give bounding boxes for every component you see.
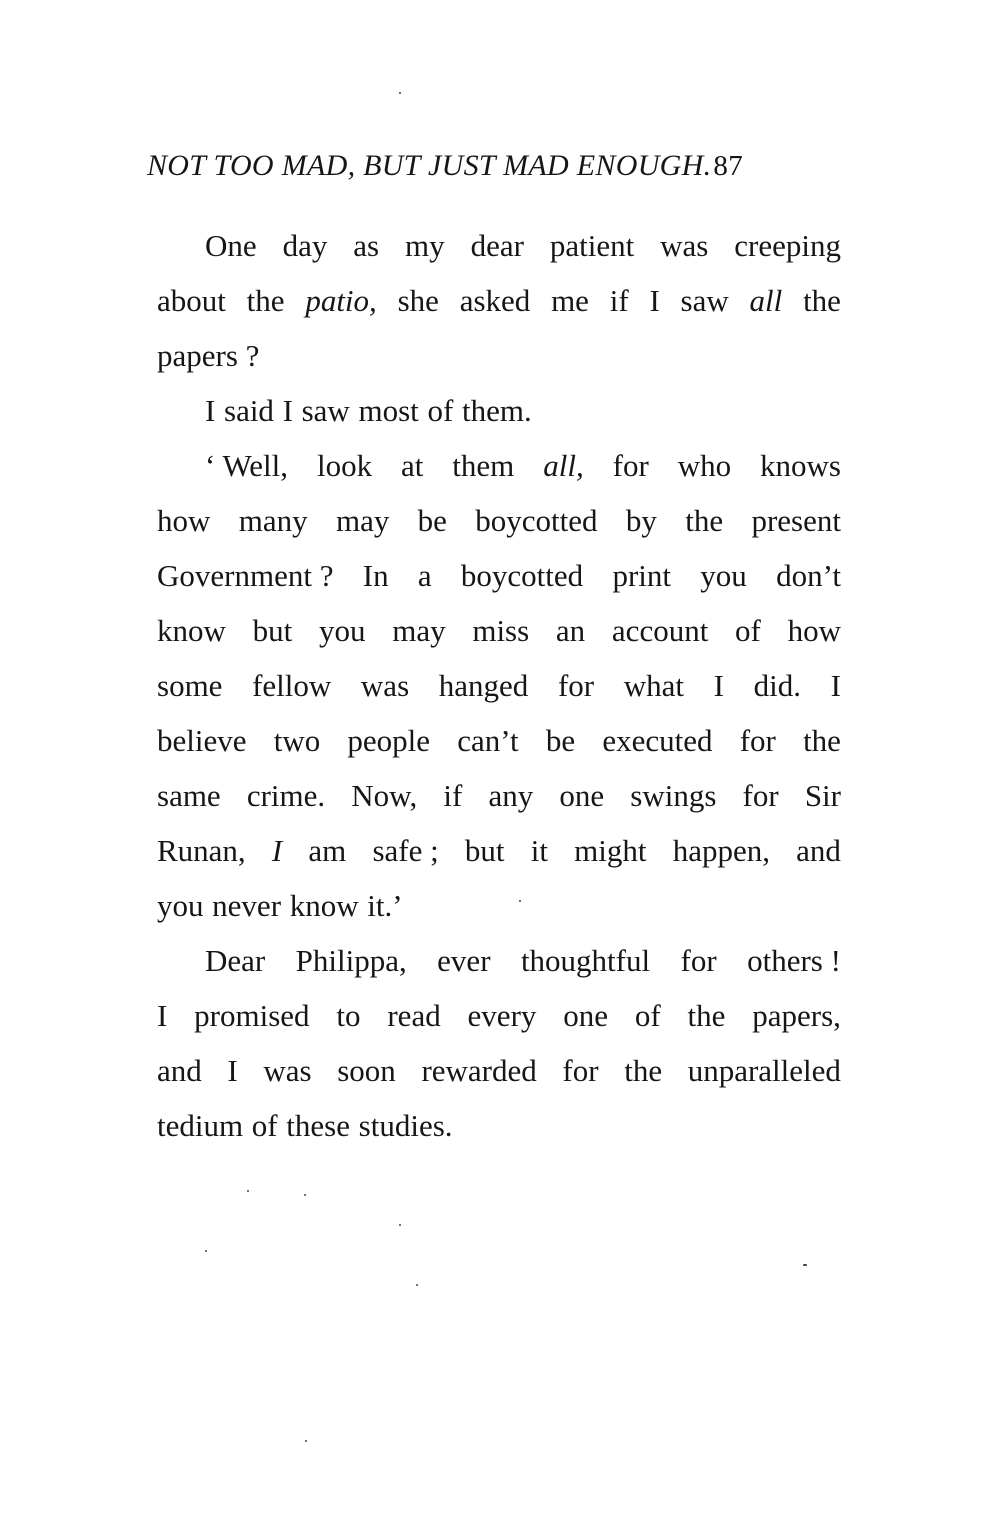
word: Dear [205, 943, 266, 978]
word: if [609, 283, 629, 318]
word: the [246, 283, 285, 318]
word: you [318, 613, 366, 648]
text-line [157, 988, 841, 1043]
word: I [227, 1053, 238, 1088]
word: one [563, 998, 608, 1033]
word: dear [470, 228, 524, 263]
word: safe ; [372, 833, 439, 868]
word: two [273, 723, 321, 758]
paragraph [157, 218, 841, 383]
word: how [787, 613, 841, 648]
word: for [557, 668, 595, 703]
word: for [680, 943, 717, 978]
word: and [157, 1053, 202, 1088]
word: for [742, 778, 779, 813]
word: the [624, 1053, 663, 1088]
word: many [238, 503, 308, 538]
word: may [335, 503, 390, 538]
running-head-title: NOT TOO MAD, BUT JUST MAD ENOUGH. [147, 149, 712, 182]
word: know [157, 613, 226, 648]
text-line [157, 1043, 841, 1098]
word: Runan, [157, 833, 246, 868]
word: you [157, 888, 204, 923]
word: most [358, 393, 419, 428]
word: papers, [752, 998, 841, 1033]
word: account [611, 613, 709, 648]
word: day [282, 228, 328, 263]
word: you [700, 558, 747, 593]
word: it.’ [367, 888, 403, 923]
text-line [157, 603, 841, 658]
word: boycotted [460, 558, 584, 593]
word: hanged [438, 668, 529, 703]
word: saw [680, 283, 729, 318]
word: I [713, 668, 724, 703]
word: by [625, 503, 657, 538]
text-line [157, 548, 841, 603]
word: one [559, 778, 605, 813]
word: as [353, 228, 380, 263]
word: I [282, 393, 293, 428]
word: fellow [252, 668, 332, 703]
word: read [387, 998, 441, 1033]
word: my [405, 228, 445, 263]
word: present [751, 503, 841, 538]
word: unparalleled [687, 1053, 841, 1088]
word: ‘ Well, [205, 448, 289, 483]
word: Sir [804, 778, 841, 813]
text-line [157, 713, 841, 768]
word: was [263, 1053, 312, 1088]
text-line [157, 1098, 841, 1153]
word: these [286, 1108, 350, 1143]
word: be [417, 503, 447, 538]
text-line [157, 493, 841, 548]
body-text [157, 218, 841, 1153]
paragraph [157, 438, 841, 933]
word: at [401, 448, 424, 483]
word: I [157, 998, 168, 1033]
word: was [660, 228, 709, 263]
word: but [464, 833, 505, 868]
word: creeping [734, 228, 841, 263]
word: for [562, 1053, 599, 1088]
word: of [735, 613, 761, 648]
word: rewarded [421, 1053, 537, 1088]
scan-speck [304, 1194, 306, 1196]
scan-speck [399, 92, 401, 94]
scan-speck [205, 1250, 207, 1252]
scan-speck [519, 900, 521, 902]
paragraph [157, 933, 841, 1153]
word: the [685, 503, 724, 538]
word: every [467, 998, 537, 1033]
word: don’t [776, 558, 841, 593]
word: what [623, 668, 685, 703]
text-line [157, 768, 841, 823]
word: for [612, 448, 649, 483]
word: all [749, 283, 783, 318]
word: patio, [305, 283, 377, 318]
word: them. [461, 393, 532, 428]
word: swings [630, 778, 717, 813]
word: an [555, 613, 586, 648]
scan-speck [803, 1264, 807, 1266]
running-head [147, 146, 847, 186]
word: the [803, 283, 841, 318]
word: of [427, 393, 454, 428]
text-line [157, 658, 841, 713]
word: miss [472, 613, 530, 648]
word: knows [760, 448, 841, 483]
word: was [360, 668, 410, 703]
word: know [289, 888, 359, 923]
word: executed [602, 723, 713, 758]
text-line [157, 933, 841, 988]
word: look [316, 448, 373, 483]
word: who [677, 448, 732, 483]
scan-speck [247, 1190, 249, 1192]
word: I [649, 283, 660, 318]
word: said [224, 393, 274, 428]
word: for [739, 723, 776, 758]
word: it [530, 833, 548, 868]
paragraph [157, 383, 841, 438]
word: I [271, 833, 283, 868]
word: did. [753, 668, 801, 703]
word: any [488, 778, 534, 813]
word: tedium [157, 1108, 244, 1143]
text-line [157, 383, 841, 438]
word: print [612, 558, 671, 593]
word: same [157, 778, 221, 813]
word: In [362, 558, 389, 593]
word: can’t [457, 723, 519, 758]
word: of [634, 998, 661, 1033]
word: of [251, 1108, 278, 1143]
page-number: 87 [713, 150, 744, 182]
word: patient [549, 228, 635, 263]
word: be [545, 723, 576, 758]
word: some [157, 668, 223, 703]
word: people [347, 723, 431, 758]
word: soon [337, 1053, 396, 1088]
word: saw [301, 393, 350, 428]
word: others ! [747, 943, 841, 978]
word: never [212, 888, 282, 923]
word: promised [194, 998, 310, 1033]
word: may [392, 613, 446, 648]
text-line [157, 823, 841, 878]
text-line [157, 328, 841, 383]
word: studies. [358, 1108, 453, 1143]
word: them [452, 448, 515, 483]
word: me [551, 283, 589, 318]
word: I [205, 393, 216, 428]
word: to [336, 998, 361, 1033]
word: I [830, 668, 841, 703]
word: believe [157, 723, 247, 758]
word: if [443, 778, 463, 813]
word: boycotted [475, 503, 598, 538]
text-line [157, 438, 841, 493]
word: am [308, 833, 347, 868]
word: papers ? [157, 338, 260, 373]
word: Government ? [157, 558, 334, 593]
scan-speck [416, 1284, 418, 1286]
word: One [205, 228, 257, 263]
word: she [397, 283, 439, 318]
word: a [417, 558, 432, 593]
word: Now, [351, 778, 418, 813]
word: the [687, 998, 726, 1033]
word: but [252, 613, 293, 648]
text-line [157, 273, 841, 328]
text-line [157, 878, 841, 933]
scan-speck [305, 1440, 307, 1442]
word: happen, [672, 833, 770, 868]
word: Philippa, [295, 943, 407, 978]
word: and [796, 833, 841, 868]
word: asked [459, 283, 531, 318]
word: all, [543, 448, 584, 483]
word: about [157, 283, 226, 318]
word: might [574, 833, 647, 868]
word: the [803, 723, 841, 758]
word: ever [437, 943, 491, 978]
scan-speck [399, 1224, 401, 1226]
word: crime. [246, 778, 326, 813]
word: how [157, 503, 211, 538]
text-line [157, 218, 841, 273]
word: thoughtful [520, 943, 651, 978]
